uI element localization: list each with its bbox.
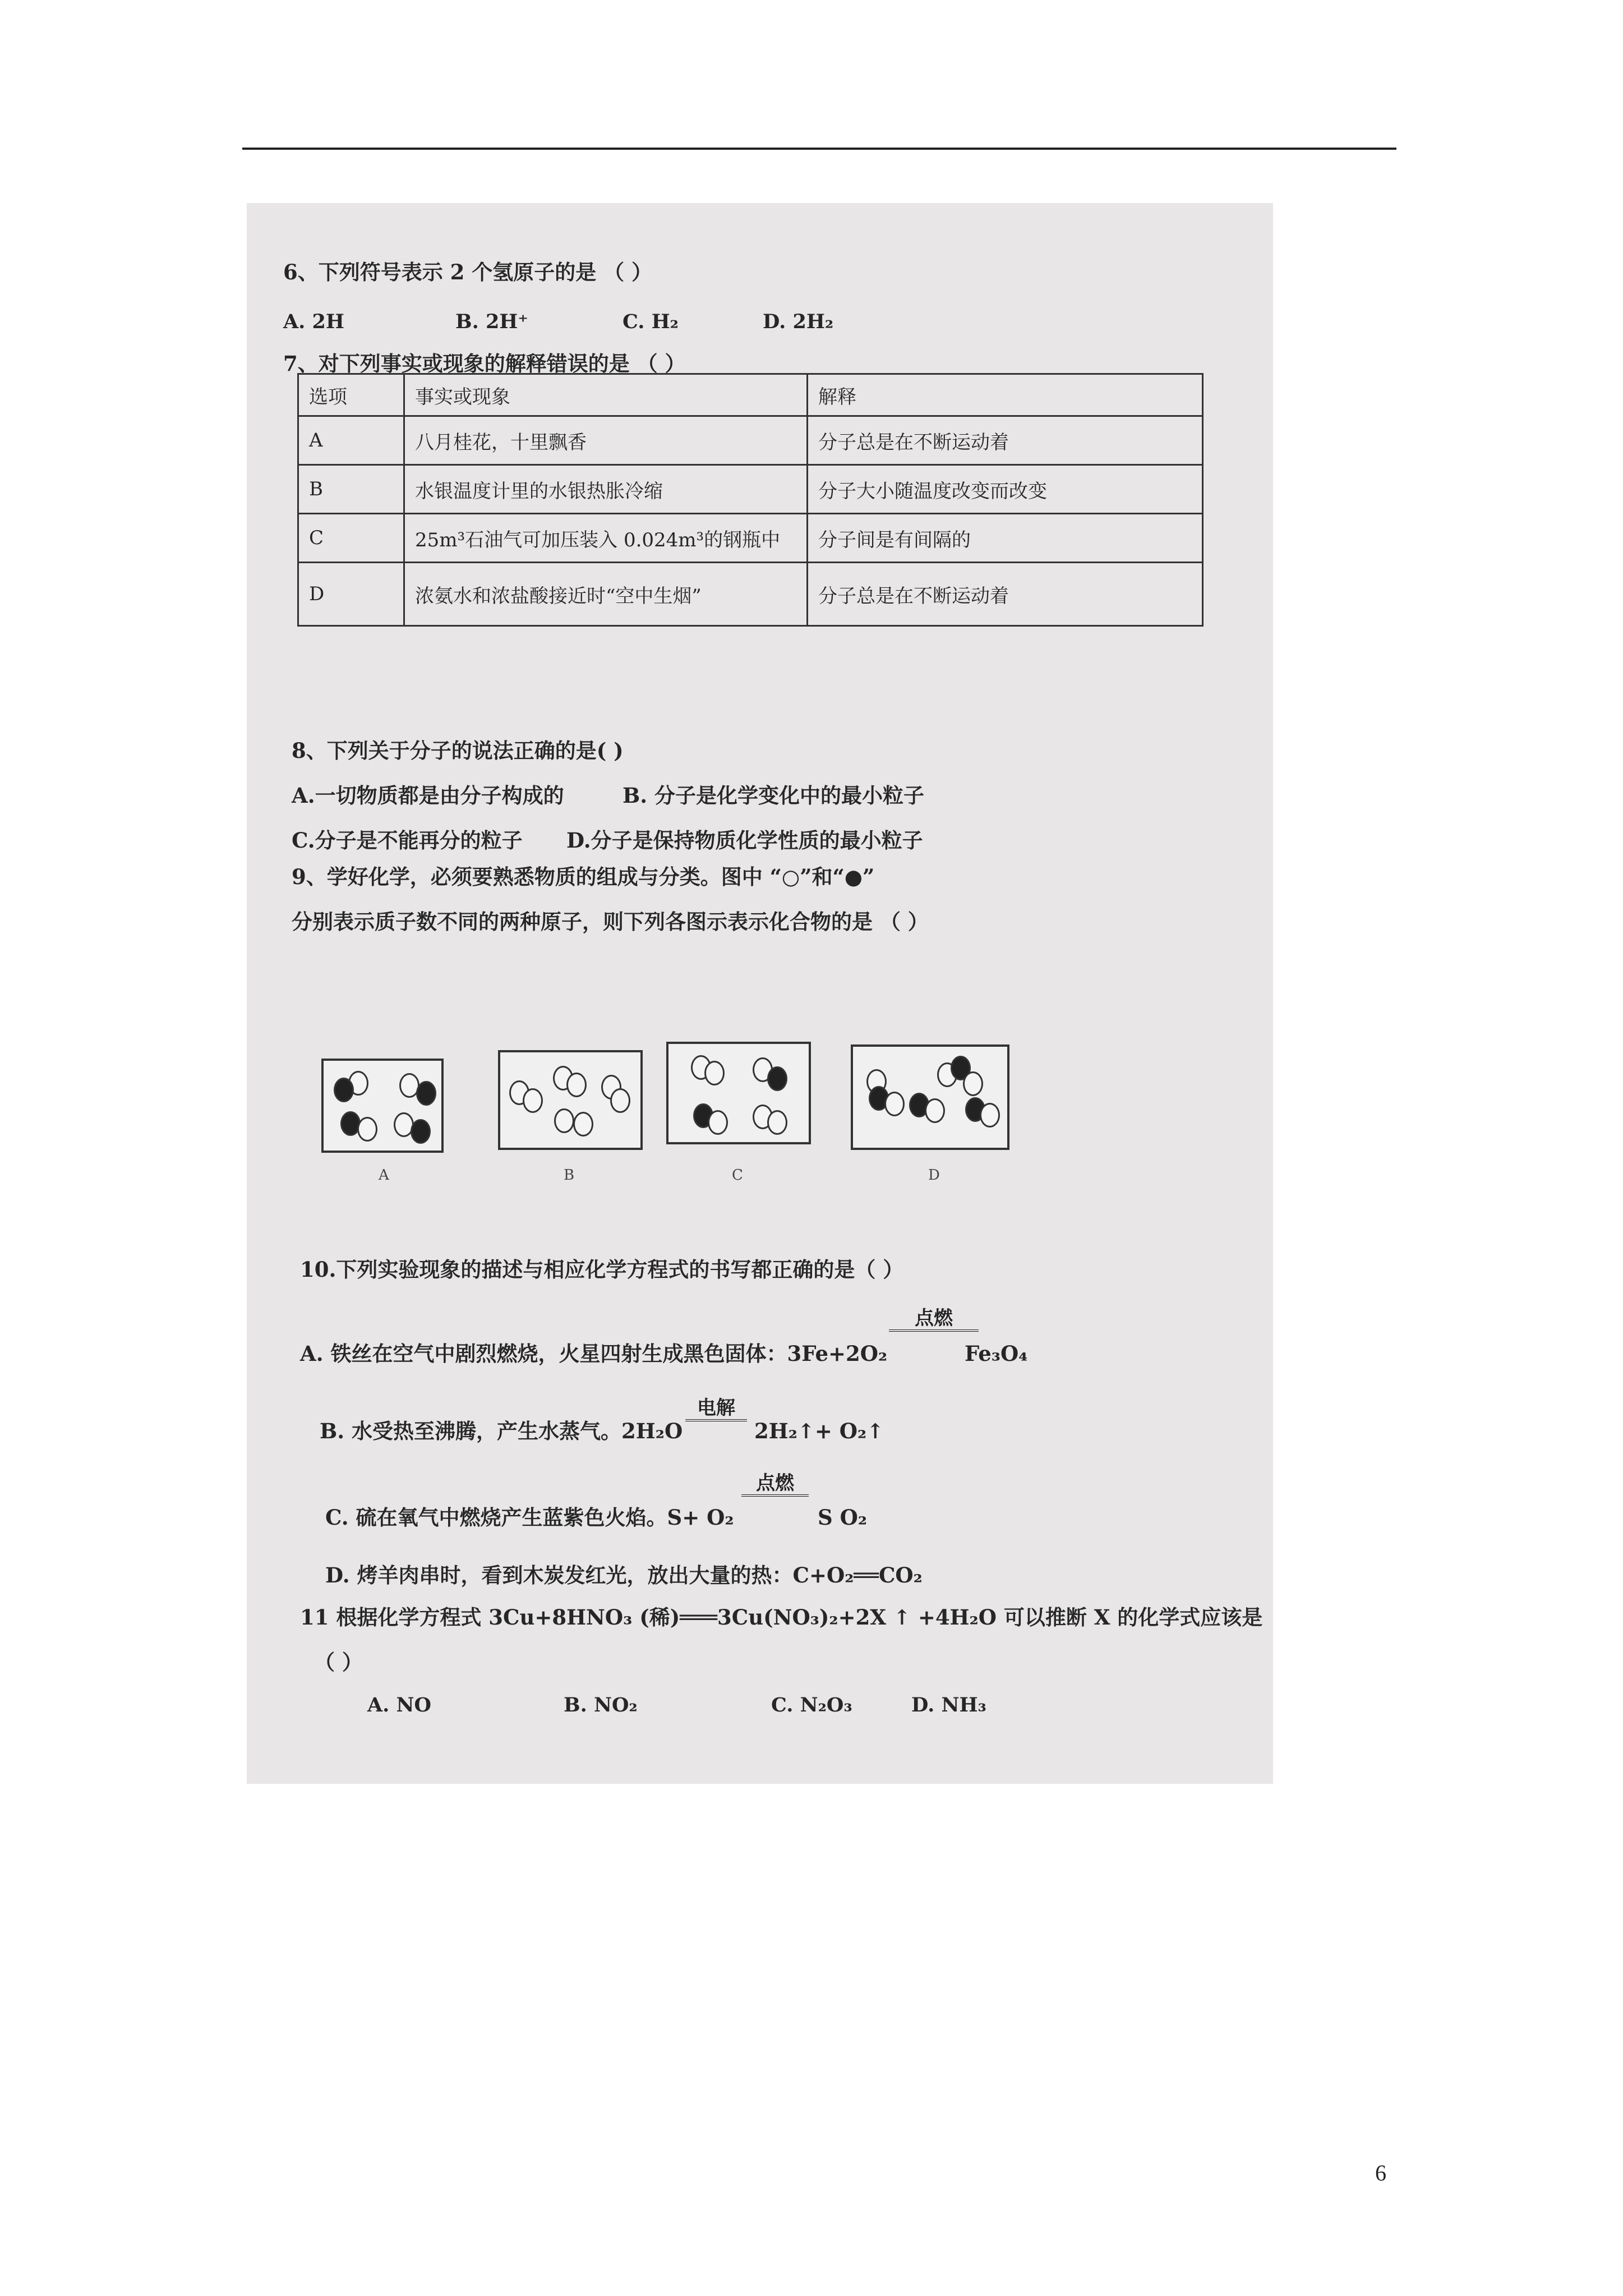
q6-option-d: D. 2H₂ bbox=[763, 310, 834, 333]
q7-table bbox=[297, 373, 1204, 627]
white-atom bbox=[708, 1110, 728, 1135]
q9-stem-line2: 分别表示质子数不同的两种原子，则下列各图示表示化合物的是 （ ） bbox=[292, 909, 929, 934]
white-atom bbox=[925, 1098, 945, 1123]
q10-c-product: S O₂ bbox=[818, 1505, 868, 1530]
q11-option-c: C. N₂O₃ bbox=[771, 1694, 852, 1717]
white-atom bbox=[573, 1112, 593, 1137]
q8-option-a: A.一切物质都是由分子构成的 bbox=[292, 783, 564, 808]
q9-diagram-c bbox=[666, 1042, 811, 1144]
q10-option-d: D. 烤羊肉串时，看到木炭发红光，放出大量的热：C+O₂══CO₂ bbox=[325, 1563, 923, 1588]
table-header-cell: 事实或现象 bbox=[404, 374, 808, 416]
table-header-row bbox=[298, 374, 1203, 416]
q7-stem: 7、对下列事实或现象的解释错误的是 （ ） bbox=[283, 351, 686, 376]
table-cell: 分子总是在不断运动着 bbox=[808, 416, 1203, 465]
q10-b-condition: 电解 bbox=[685, 1397, 747, 1421]
table-row bbox=[298, 563, 1203, 626]
table-header-cell: 选项 bbox=[298, 374, 404, 416]
q6-option-c: C. H₂ bbox=[623, 310, 679, 333]
table-cell: 25m³石油气可加压装入 0.024m³的钢瓶中 bbox=[404, 514, 808, 563]
q8-stem: 8、下列关于分子的说法正确的是( ) bbox=[292, 738, 624, 763]
q9-diagram-a bbox=[321, 1059, 444, 1153]
table-cell: D bbox=[298, 563, 404, 626]
white-atom bbox=[523, 1088, 543, 1113]
table-cell: 分子间是有间隔的 bbox=[808, 514, 1203, 563]
white-atom bbox=[610, 1088, 630, 1113]
q8-option-b: B. 分子是化学变化中的最小粒子 bbox=[623, 783, 925, 808]
q11-option-b: B. NO₂ bbox=[564, 1694, 638, 1717]
q9-label-c: C bbox=[732, 1167, 743, 1184]
table-cell: C bbox=[298, 514, 404, 563]
table-cell: 分子大小随温度改变而改变 bbox=[808, 465, 1203, 514]
header-rule bbox=[242, 148, 1396, 150]
q8-option-c: C.分子是不能再分的粒子 bbox=[292, 828, 523, 853]
q11-stem: 11 根据化学方程式 3Cu+8HNO₃ (稀)═══3Cu(NO₃)₂+2X ↑ +4H₂O 可以推断 X 的化学式应该是 bbox=[300, 1605, 1263, 1630]
q6-option-a: A. 2H bbox=[283, 310, 344, 333]
q10-option-b: B. 水受热至沸腾，产生水蒸气。2H₂O bbox=[320, 1419, 683, 1443]
q11-option-d: D. NH₃ bbox=[911, 1694, 986, 1717]
white-atom bbox=[566, 1073, 587, 1097]
table-row bbox=[298, 416, 1203, 465]
black-atom bbox=[767, 1066, 787, 1091]
table-row bbox=[298, 465, 1203, 514]
q9-label-d: D bbox=[928, 1167, 940, 1184]
q6-option-b: B. 2H⁺ bbox=[455, 310, 528, 333]
q8-option-d: D.分子是保持物质化学性质的最小粒子 bbox=[566, 828, 923, 853]
page-number: 6 bbox=[1375, 2160, 1386, 2185]
table-cell: 分子总是在不断运动着 bbox=[808, 563, 1203, 626]
white-atom bbox=[980, 1103, 1000, 1128]
white-atom bbox=[884, 1092, 905, 1116]
table-cell: B bbox=[298, 465, 404, 514]
q10-c-condition: 点燃 bbox=[741, 1472, 809, 1497]
q10-option-a: A. 铁丝在空气中剧烈燃烧，火星四射生成黑色固体：3Fe+2O₂ bbox=[300, 1341, 888, 1366]
table-cell: 八月桂花，十里飘香 bbox=[404, 416, 808, 465]
q10-a-condition: 点燃 bbox=[889, 1307, 979, 1332]
white-atom bbox=[554, 1108, 574, 1133]
table-cell: A bbox=[298, 416, 404, 465]
q11-answer-paren: （ ） bbox=[314, 1650, 363, 1674]
q6-stem: 6、下列符号表示 2 个氢原子的是 （ ） bbox=[283, 260, 653, 284]
q10-option-c: C. 硫在氧气中燃烧产生蓝紫色火焰。S+ O₂ bbox=[325, 1505, 734, 1530]
q9-label-b: B bbox=[564, 1167, 575, 1184]
black-atom bbox=[416, 1081, 436, 1106]
q9-stem-line1: 9、学好化学，必须要熟悉物质的组成与分类。图中 “○”和“●” bbox=[292, 864, 875, 889]
white-atom bbox=[963, 1071, 983, 1096]
black-atom bbox=[411, 1119, 431, 1144]
white-atom bbox=[704, 1061, 725, 1085]
q9-diagram-d bbox=[851, 1045, 1009, 1150]
table-cell: 浓氨水和浓盐酸接近时“空中生烟” bbox=[404, 563, 808, 626]
table-row bbox=[298, 514, 1203, 563]
white-atom bbox=[357, 1117, 377, 1142]
q10-b-product: 2H₂↑+ O₂↑ bbox=[754, 1419, 884, 1443]
q10-a-product: Fe₃O₄ bbox=[965, 1341, 1028, 1366]
black-atom bbox=[334, 1078, 354, 1102]
q11-option-a: A. NO bbox=[367, 1694, 432, 1717]
q9-diagram-b bbox=[498, 1050, 643, 1150]
table-cell: 水银温度计里的水银热胀冷缩 bbox=[404, 465, 808, 514]
white-atom bbox=[767, 1110, 787, 1135]
q9-label-a: A bbox=[379, 1167, 389, 1184]
table-header-cell: 解释 bbox=[808, 374, 1203, 416]
q10-stem: 10.下列实验现象的描述与相应化学方程式的书写都正确的是（ ） bbox=[300, 1257, 904, 1282]
